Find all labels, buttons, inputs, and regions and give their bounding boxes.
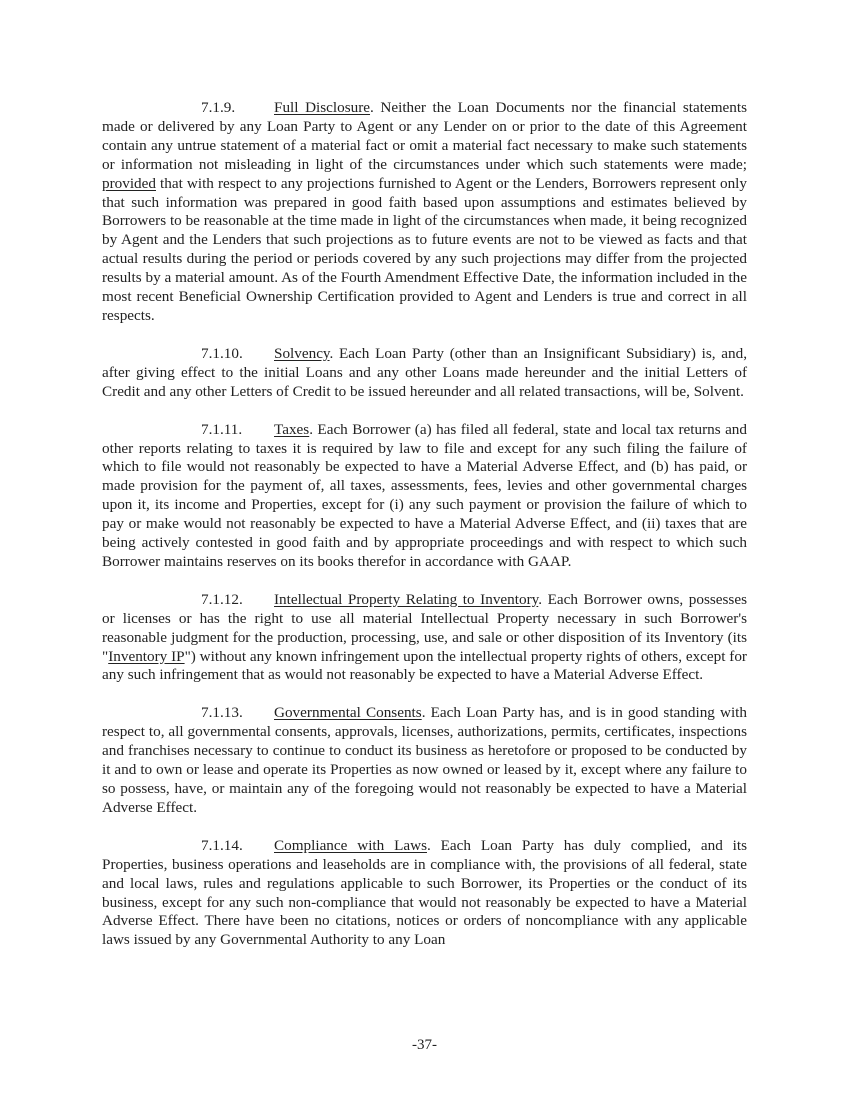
section-number: 7.1.14. bbox=[201, 836, 243, 854]
section-text: . Each Loan Party has duly complied, and its Properties, business operations and leaseholds are in compliance with, the provisions of all federal, state and local laws, rules and regulations applicable to such Borrower, its Properties or the conduct of its business, except for any such non-compliance that would not reasonably be expected to have a Material Adverse Effect. There have been no citations, notices or orders of noncompliance with any applicable laws issued by any Governmental Authority to any Loan bbox=[102, 836, 747, 949]
section-7-1-14 bbox=[102, 837, 747, 950]
section-text: . Each Loan Party has, and is in good standing with respect to, all governmental consents, approvals, licenses, authorizations, permits, certificates, inspections and franchises necessary to continue to conduct its business as heretofore or proposed to be conducted by it and to own or lease and operate its Properties as now owned or leased by it, except where any failure to so possess, have, or maintain any of the foregoing would not reasonably be expected to have a Material Adverse Effect. bbox=[102, 704, 747, 816]
defined-term: Inventory IP bbox=[108, 647, 185, 665]
section-7-1-11 bbox=[102, 421, 747, 572]
section-7-1-12 bbox=[102, 591, 747, 686]
section-text: . Neither the Loan Documents nor the financial statements made or delivered by any Loan Party to Agent or any Lender on or prior to the date of this Agreement contain any untrue statement of a material fact or omit a material fact necessary to make such statements or information not misleading in light of the circumstances under which such statements were made; bbox=[102, 99, 748, 173]
section-number: 7.1.10. bbox=[201, 344, 243, 362]
section-number: 7.1.12. bbox=[201, 590, 243, 608]
section-7-1-10 bbox=[102, 345, 747, 402]
section-text: . Each Loan Party (other than an Insignificant Subsidiary) is, and, after giving effect to the initial Loans and any other Loans made hereunder and the initial Letters of Credit and any other Letters of Credit to be issued hereunder and all related transactions, will be, Solvent. bbox=[102, 344, 747, 400]
section-text-continued: ") without any known infringement upon the intellectual property rights of others, except for any such infringement that as would not reasonably be expected to have a Material Adverse Effect. bbox=[102, 647, 747, 684]
section-heading: Compliance with Laws bbox=[274, 836, 427, 854]
section-text: . Each Borrower (a) has filed all federal, state and local tax returns and other reports relating to taxes it is required by law to file and except for any such filing the failure of which to file would not reasonably be expected to have a Material Adverse Effect, and (b) has paid, or made provision for the payment of, all taxes, assessments, fees, levies and other governmental charges upon it, its income and Properties, except for (i) any such payment or provision the failure of which to pay or make would not reasonably be expected to have a Material Adverse Effect, and (ii) taxes that are being actively contested in good faith and by appropriate proceedings and with respect to which such Borrower maintains reserves on its books therefor in accordance with GAAP. bbox=[102, 420, 747, 570]
section-heading: Intellectual Property Relating to Inventory bbox=[274, 590, 539, 608]
section-heading: Full Disclosure bbox=[274, 99, 371, 116]
page-number: -37- bbox=[412, 1037, 437, 1053]
section-text-continued: that with respect to any projections furnished to Agent or the Lenders, Borrowers represent only that such information was prepared in good faith based upon assumptions and estimates believed by Borrowers to be reasonable at the time made in light of the circumstances when made, it being recognized by Agent and the Lenders that such projections as to future events are not to be viewed as facts and that actual results during the period or periods covered by any such projections may differ from the projected results by a material amount. As of the Fourth Amendment Effective Date, the information included in the most recent Beneficial Ownership Certification provided to Agent and Lenders is true and correct in all respects. bbox=[102, 174, 747, 324]
section-number: 7.1.9. bbox=[201, 99, 236, 116]
document-body bbox=[102, 99, 747, 969]
defined-term: provided bbox=[102, 174, 156, 192]
section-7-1-13 bbox=[102, 704, 747, 817]
section-number: 7.1.11. bbox=[201, 420, 243, 438]
section-text: . Each Borrower owns, possesses or licenses or has the right to use all material Intellectual Property necessary in such Borrower's reasonable judgment for the production, processing, use, and sale or other disposition of its Inventory (its " bbox=[102, 590, 747, 665]
section-number: 7.1.13. bbox=[201, 704, 243, 722]
section-heading: Governmental Consents bbox=[274, 704, 422, 722]
section-7-1-9 bbox=[102, 99, 747, 326]
section-heading: Taxes bbox=[274, 420, 310, 438]
section-heading: Solvency bbox=[274, 344, 330, 362]
